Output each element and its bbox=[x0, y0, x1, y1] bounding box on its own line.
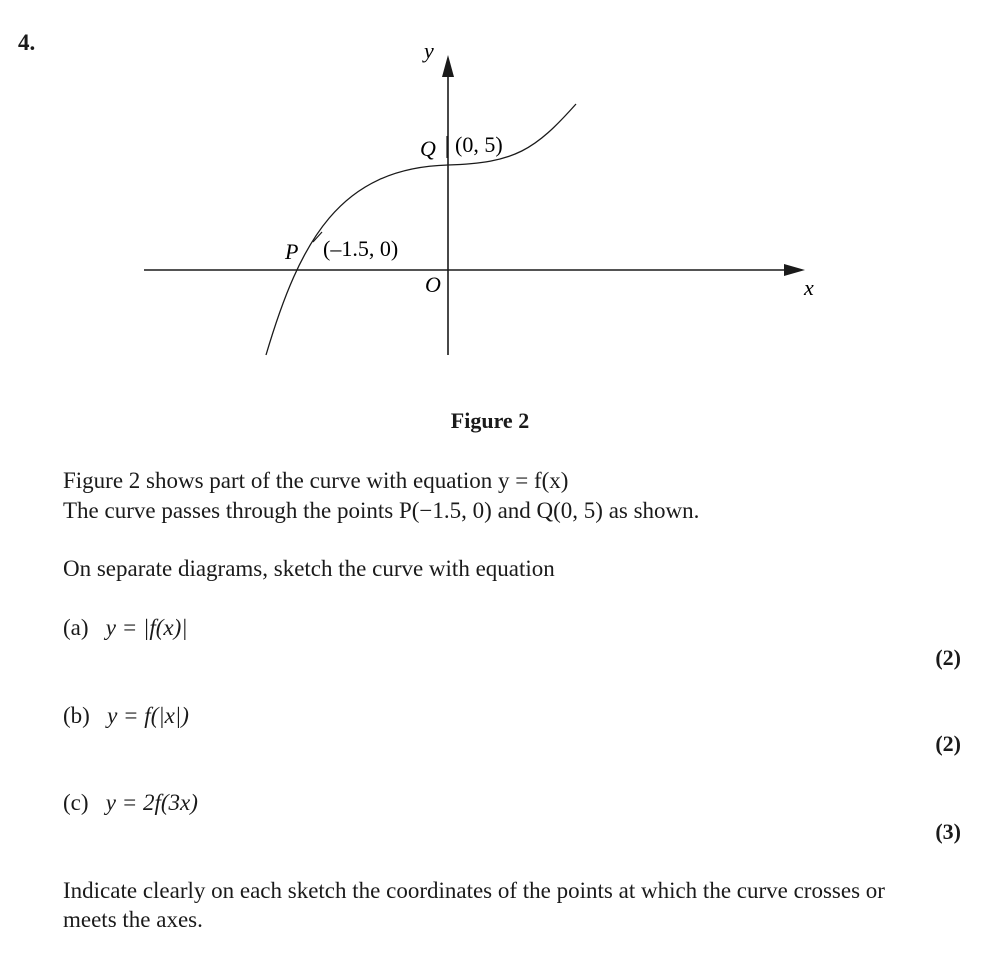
y-axis-arrow bbox=[442, 55, 454, 77]
figure-graph bbox=[0, 0, 991, 400]
part-c bbox=[63, 788, 198, 818]
y-axis-label: y bbox=[424, 38, 434, 63]
part-c-marks: (3) bbox=[935, 819, 961, 844]
x-axis-arrow bbox=[784, 264, 805, 276]
origin-label: O bbox=[425, 272, 441, 297]
part-a-equation: y = |f(x)| bbox=[105, 615, 188, 640]
part-b bbox=[63, 701, 189, 731]
part-c-equation: y = 2f(3x) bbox=[105, 790, 198, 815]
part-b-label: (b) bbox=[63, 703, 90, 728]
point-q-coords: (0, 5) bbox=[455, 132, 503, 157]
final-instruction-line-1: Indicate clearly on each sketch the coordinates of the points at which the curve crosses or bbox=[63, 878, 885, 903]
final-instruction-line-2: meets the axes. bbox=[63, 907, 203, 932]
part-b-equation: y = f(|x|) bbox=[107, 703, 189, 728]
part-b-marks: (2) bbox=[935, 731, 961, 756]
part-a bbox=[63, 613, 188, 643]
point-p-coords: (–1.5, 0) bbox=[323, 236, 399, 261]
part-c-label: (c) bbox=[63, 790, 89, 815]
point-p-label: P bbox=[285, 239, 299, 264]
question-number: 4. bbox=[18, 30, 36, 55]
part-a-marks: (2) bbox=[935, 645, 961, 670]
intro-line-2: The curve passes through the points P(−1.5, 0) and Q(0, 5) as shown. bbox=[63, 498, 700, 523]
intro-line-1: Figure 2 shows part of the curve with equation y = f(x) bbox=[63, 468, 569, 493]
point-q-label: Q bbox=[420, 136, 436, 161]
part-a-label: (a) bbox=[63, 615, 89, 640]
x-axis-label: x bbox=[804, 275, 814, 300]
instruction-line: On separate diagrams, sketch the curve with equation bbox=[63, 556, 555, 581]
figure-caption: Figure 2 bbox=[450, 408, 530, 433]
